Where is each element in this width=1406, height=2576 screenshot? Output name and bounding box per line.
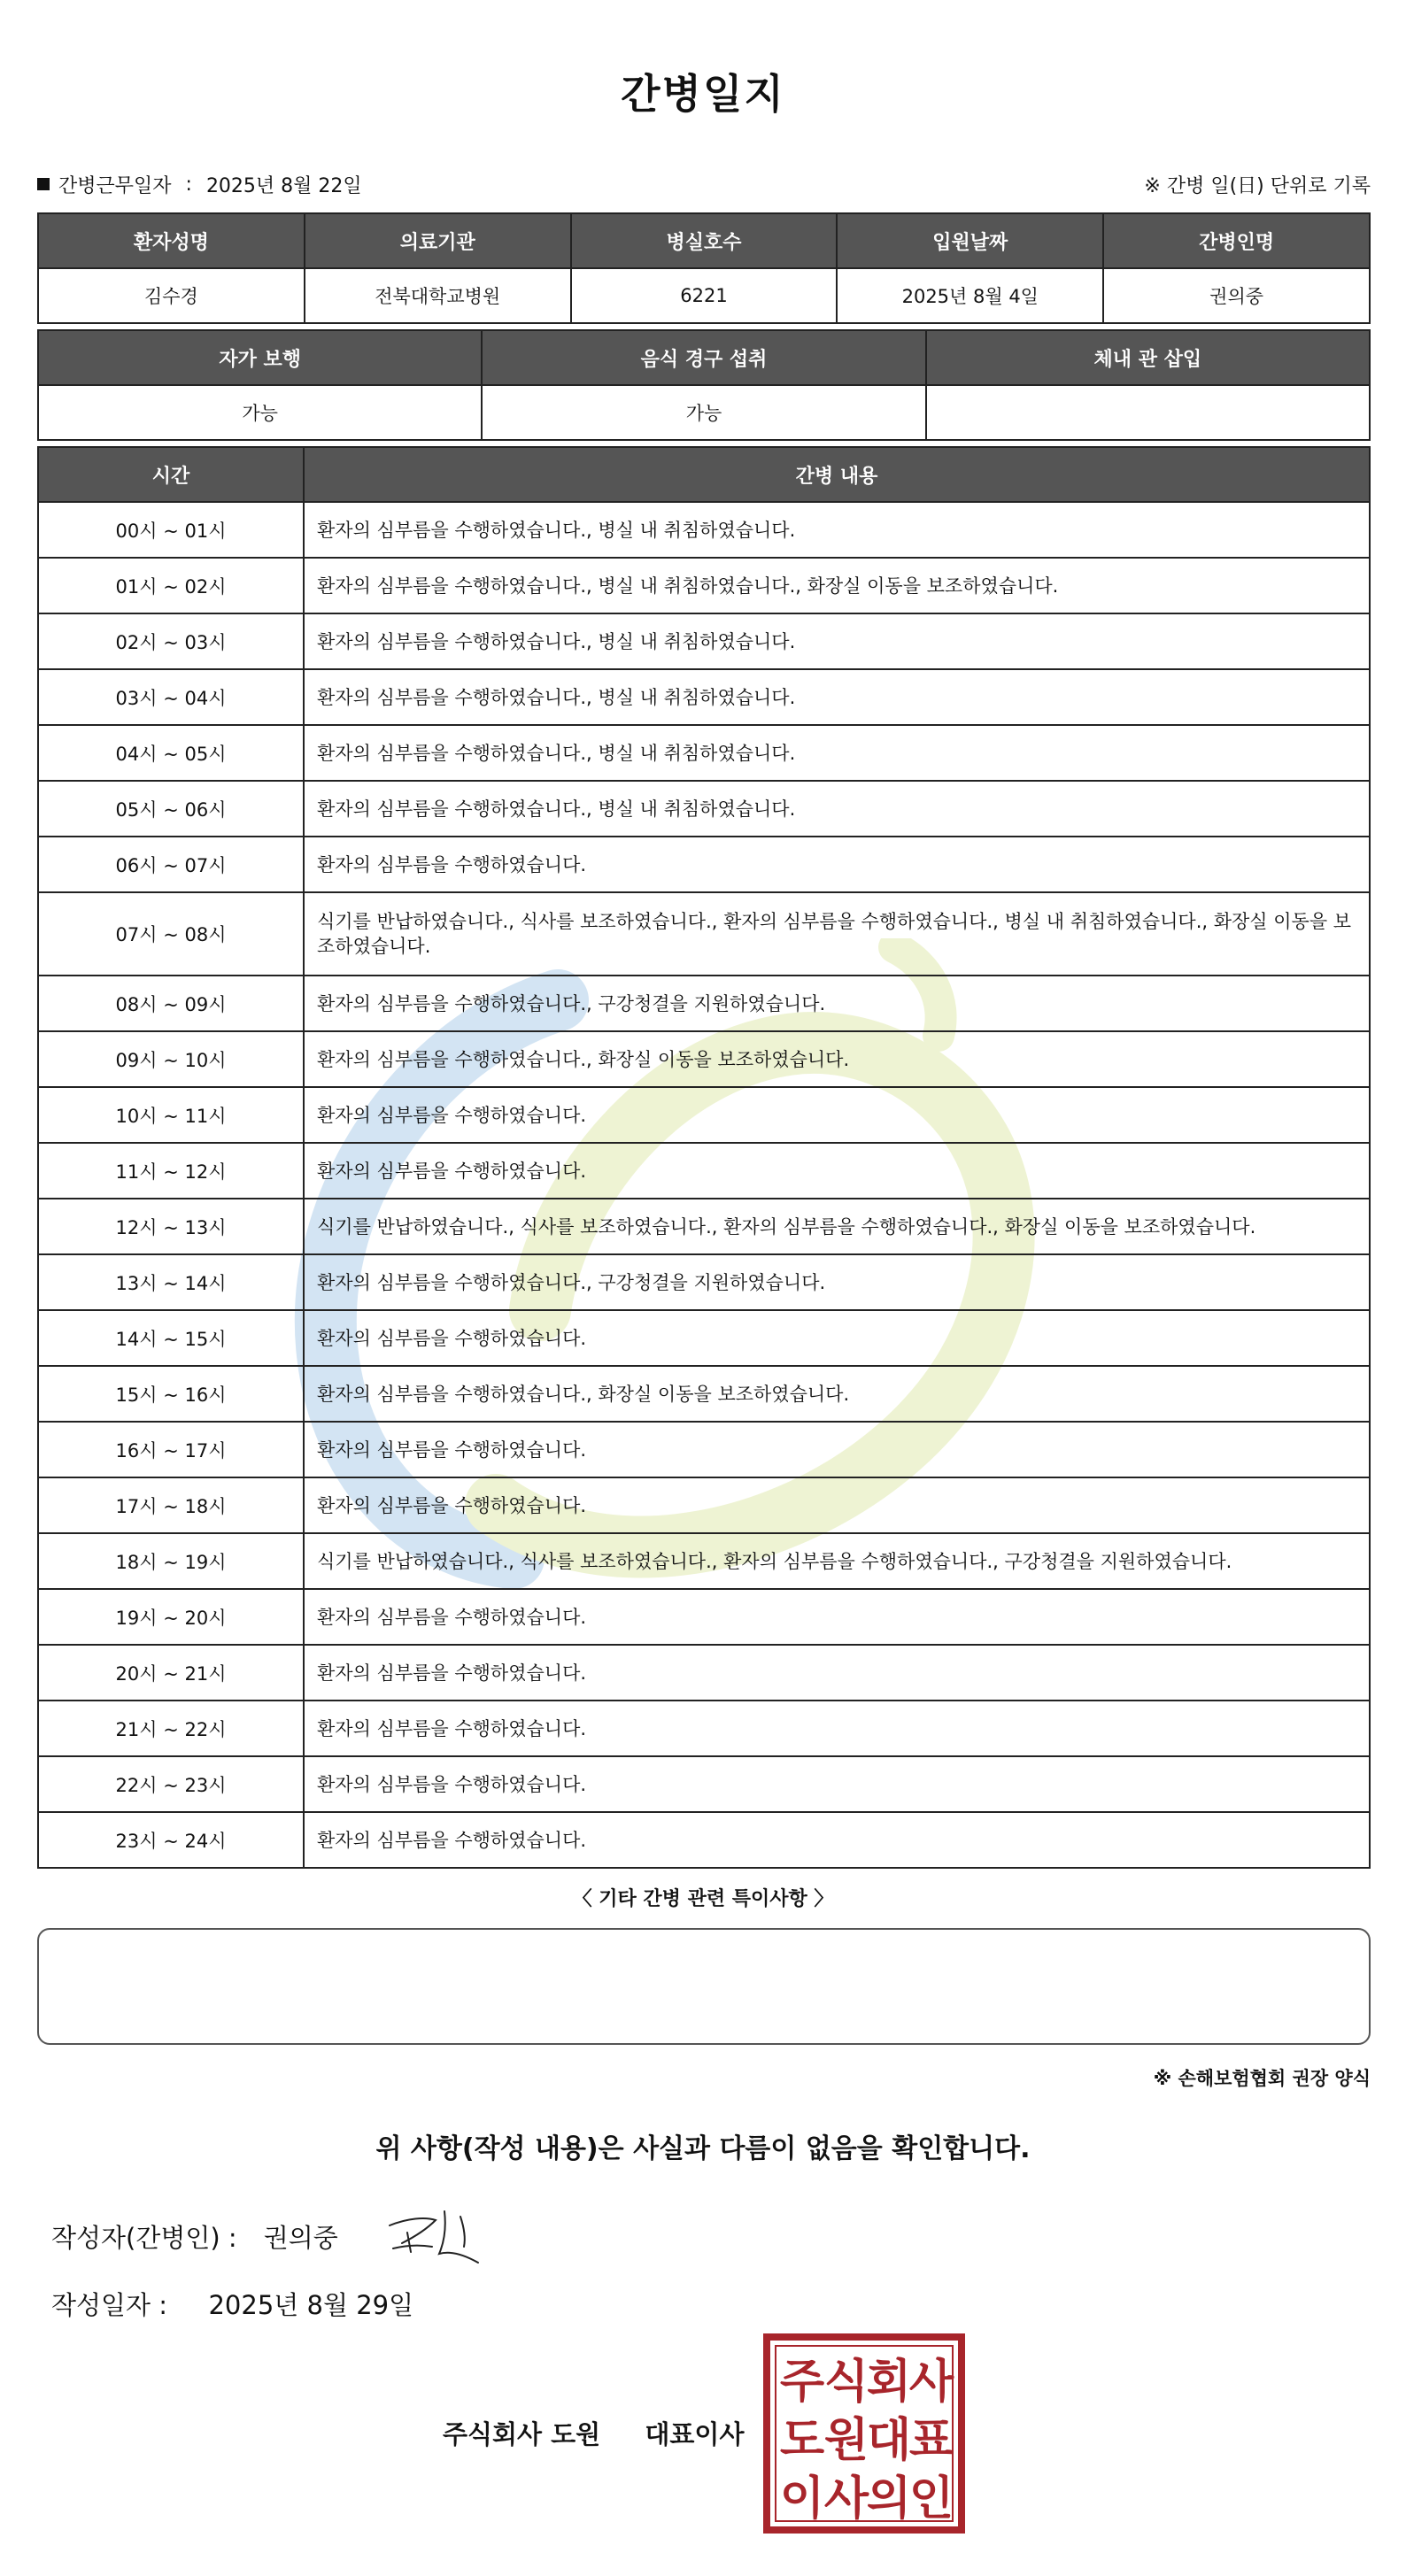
- table-row: [38, 669, 1370, 725]
- table-row: [38, 1701, 1370, 1756]
- header-time: 시간: [38, 447, 304, 502]
- log-content: 환자의 심부름을 수행하였습니다., 병실 내 취침하였습니다.: [304, 669, 1370, 725]
- table-row: [38, 1477, 1370, 1533]
- svg-text:식: 식: [823, 2356, 869, 2409]
- company-name: 주식회사 도원: [443, 2419, 601, 2449]
- svg-text:도: 도: [779, 2414, 825, 2467]
- log-time: 14시 ~ 15시: [38, 1310, 304, 1366]
- care-log-table: [37, 446, 1371, 1869]
- log-time: 03시 ~ 04시: [38, 669, 304, 725]
- log-content: 식기를 반납하였습니다., 식사를 보조하였습니다., 환자의 심부름을 수행하였습니다., 구강청결을 지원하였습니다.: [304, 1533, 1370, 1589]
- table-row: [38, 1812, 1370, 1868]
- unit-note: ※ 간병 일(日) 단위로 기록: [1144, 174, 1371, 197]
- oral-intake-value: 가능: [482, 385, 925, 440]
- patient-header-row: [38, 213, 1370, 268]
- log-content: 환자의 심부름을 수행하였습니다.: [304, 837, 1370, 892]
- header-hospital: 의료기관: [305, 213, 571, 268]
- table-row: [38, 1310, 1370, 1366]
- log-content: 식기를 반납하였습니다., 식사를 보조하였습니다., 환자의 심부름을 수행하였습니다., 화장실 이동을 보조하였습니다.: [304, 1199, 1370, 1254]
- header-self-walk: 자가 보행: [38, 330, 482, 385]
- room-number: 6221: [571, 268, 838, 323]
- log-content: 환자의 심부름을 수행하였습니다.: [304, 1756, 1370, 1812]
- written-date-label: 작성일자 :: [51, 2290, 168, 2320]
- meta-row: [37, 166, 1371, 202]
- log-content: 환자의 심부름을 수행하였습니다.: [304, 1477, 1370, 1533]
- log-time: 07시 ~ 08시: [38, 892, 304, 976]
- log-content: 환자의 심부름을 수행하였습니다.: [304, 1589, 1370, 1645]
- log-time: 11시 ~ 12시: [38, 1143, 304, 1199]
- written-date-value: 2025년 8월 29일: [208, 2290, 414, 2320]
- table-row: [38, 1199, 1370, 1254]
- table-row: [38, 1645, 1370, 1701]
- log-content: 환자의 심부름을 수행하였습니다.: [304, 1087, 1370, 1143]
- table-row: [38, 1422, 1370, 1477]
- svg-text:의: 의: [866, 2472, 912, 2526]
- log-time: 16시 ~ 17시: [38, 1422, 304, 1477]
- log-content: 환자의 심부름을 수행하였습니다.: [304, 1812, 1370, 1868]
- log-content: 환자의 심부름을 수행하였습니다., 병실 내 취침하였습니다.: [304, 613, 1370, 669]
- svg-text:회: 회: [866, 2356, 912, 2409]
- log-time: 21시 ~ 22시: [38, 1701, 304, 1756]
- log-time: 17시 ~ 18시: [38, 1477, 304, 1533]
- log-header-row: [38, 447, 1370, 502]
- log-time: 13시 ~ 14시: [38, 1254, 304, 1310]
- log-content: 환자의 심부름을 수행하였습니다.: [304, 1310, 1370, 1366]
- svg-text:이: 이: [779, 2472, 825, 2526]
- tube-insertion-value: [926, 385, 1370, 440]
- log-content: 환자의 심부름을 수행하였습니다., 병실 내 취침하였습니다.: [304, 781, 1370, 837]
- company-seal-icon: [763, 2333, 965, 2534]
- status-table: [37, 329, 1371, 441]
- table-row: [38, 1756, 1370, 1812]
- svg-text:사: 사: [908, 2356, 954, 2409]
- log-content: 환자의 심부름을 수행하였습니다., 구강청결을 지원하였습니다.: [304, 976, 1370, 1031]
- hospital-name: 전북대학교병원: [305, 268, 571, 323]
- confirm-statement: 위 사항(작성 내용)은 사실과 다름이 없음을 확인합니다.: [375, 2133, 1031, 2164]
- square-bullet-icon: [37, 178, 50, 190]
- self-walk-value: 가능: [38, 385, 482, 440]
- table-row: [38, 1589, 1370, 1645]
- table-row: [38, 558, 1370, 613]
- work-date: [37, 171, 362, 198]
- admission-date: 2025년 8월 4일: [837, 268, 1103, 323]
- work-date-label: 간병근무일자: [58, 174, 172, 197]
- table-row: [38, 613, 1370, 669]
- log-time: 22시 ~ 23시: [38, 1756, 304, 1812]
- log-time: 23시 ~ 24시: [38, 1812, 304, 1868]
- svg-text:원: 원: [823, 2414, 869, 2467]
- table-row: [38, 502, 1370, 558]
- signature-icon: [381, 2192, 496, 2271]
- header-room: 병실호수: [571, 213, 838, 268]
- page-title: 간병일지: [621, 70, 785, 118]
- table-row: [38, 837, 1370, 892]
- svg-text:대: 대: [866, 2414, 912, 2467]
- table-row: [38, 1031, 1370, 1087]
- log-content: 환자의 심부름을 수행하였습니다., 구강청결을 지원하였습니다.: [304, 1254, 1370, 1310]
- notes-box: [37, 1928, 1371, 2045]
- company-role: 대표이사: [645, 2419, 745, 2449]
- log-content: 환자의 심부름을 수행하였습니다.: [304, 1143, 1370, 1199]
- header-care-content: 간병 내용: [304, 447, 1370, 502]
- header-patient-name: 환자성명: [38, 213, 305, 268]
- caregiver-name: 권의중: [1103, 268, 1370, 323]
- table-row: [38, 892, 1370, 976]
- company-row: [443, 2415, 744, 2451]
- log-content: 환자의 심부름을 수행하였습니다., 화장실 이동을 보조하였습니다.: [304, 1366, 1370, 1422]
- patient-info-table: [37, 212, 1371, 324]
- header-tube-insertion: 체내 관 삽입: [926, 330, 1370, 385]
- svg-text:표: 표: [908, 2414, 954, 2467]
- notes-title: 〈 기타 간병 관련 특이사항 〉: [572, 1888, 834, 1910]
- author-label: 작성자(간병인) :: [51, 2223, 237, 2253]
- log-time: 01시 ~ 02시: [38, 558, 304, 613]
- log-time: 20시 ~ 21시: [38, 1645, 304, 1701]
- log-time: 12시 ~ 13시: [38, 1199, 304, 1254]
- log-time: 04시 ~ 05시: [38, 725, 304, 781]
- patient-name: 김수경: [38, 268, 305, 323]
- log-content: 환자의 심부름을 수행하였습니다., 화장실 이동을 보조하였습니다.: [304, 1031, 1370, 1087]
- log-time: 18시 ~ 19시: [38, 1533, 304, 1589]
- table-row: [38, 1366, 1370, 1422]
- log-time: 08시 ~ 09시: [38, 976, 304, 1031]
- log-content: 환자의 심부름을 수행하였습니다.: [304, 1422, 1370, 1477]
- work-date-value: 2025년 8월 22일: [205, 174, 362, 197]
- log-content: 환자의 심부름을 수행하였습니다., 병실 내 취침하였습니다.: [304, 725, 1370, 781]
- table-row: [38, 725, 1370, 781]
- table-row: [38, 1143, 1370, 1199]
- patient-value-row: [38, 268, 1370, 323]
- log-content: 환자의 심부름을 수행하였습니다.: [304, 1645, 1370, 1701]
- log-time: 06시 ~ 07시: [38, 837, 304, 892]
- status-header-row: [38, 330, 1370, 385]
- log-time: 00시 ~ 01시: [38, 502, 304, 558]
- header-admission-date: 입원날짜: [837, 213, 1103, 268]
- log-time: 05시 ~ 06시: [38, 781, 304, 837]
- header-caregiver: 간병인명: [1103, 213, 1370, 268]
- table-row: [38, 1533, 1370, 1589]
- log-content: 환자의 심부름을 수행하였습니다.: [304, 1701, 1370, 1756]
- table-row: [38, 1254, 1370, 1310]
- log-content: 환자의 심부름을 수행하였습니다., 병실 내 취침하였습니다.: [304, 502, 1370, 558]
- svg-text:인: 인: [908, 2472, 954, 2526]
- log-content: 환자의 심부름을 수행하였습니다., 병실 내 취침하였습니다., 화장실 이동을 보조하였습니다.: [304, 558, 1370, 613]
- author-name: 권의중: [263, 2223, 338, 2253]
- table-row: [38, 1087, 1370, 1143]
- work-date-separator: :: [185, 173, 192, 196]
- status-value-row: [38, 385, 1370, 440]
- table-row: [38, 976, 1370, 1031]
- log-time: 02시 ~ 03시: [38, 613, 304, 669]
- log-time: 09시 ~ 10시: [38, 1031, 304, 1087]
- written-date-row: [51, 2286, 413, 2322]
- recommend-note: ※ 손해보험협회 권장 양식: [1153, 2068, 1371, 2089]
- log-time: 10시 ~ 11시: [38, 1087, 304, 1143]
- log-time: 15시 ~ 16시: [38, 1366, 304, 1422]
- author-row: [51, 2218, 338, 2255]
- header-oral-intake: 음식 경구 섭취: [482, 330, 925, 385]
- svg-text:주: 주: [779, 2356, 825, 2409]
- log-content: 식기를 반납하였습니다., 식사를 보조하였습니다., 환자의 심부름을 수행하였습니다., 병실 내 취침하였습니다., 화장실 이동을 보조하였습니다.: [304, 892, 1370, 976]
- table-row: [38, 781, 1370, 837]
- svg-text:사: 사: [823, 2472, 869, 2526]
- log-time: 19시 ~ 20시: [38, 1589, 304, 1645]
